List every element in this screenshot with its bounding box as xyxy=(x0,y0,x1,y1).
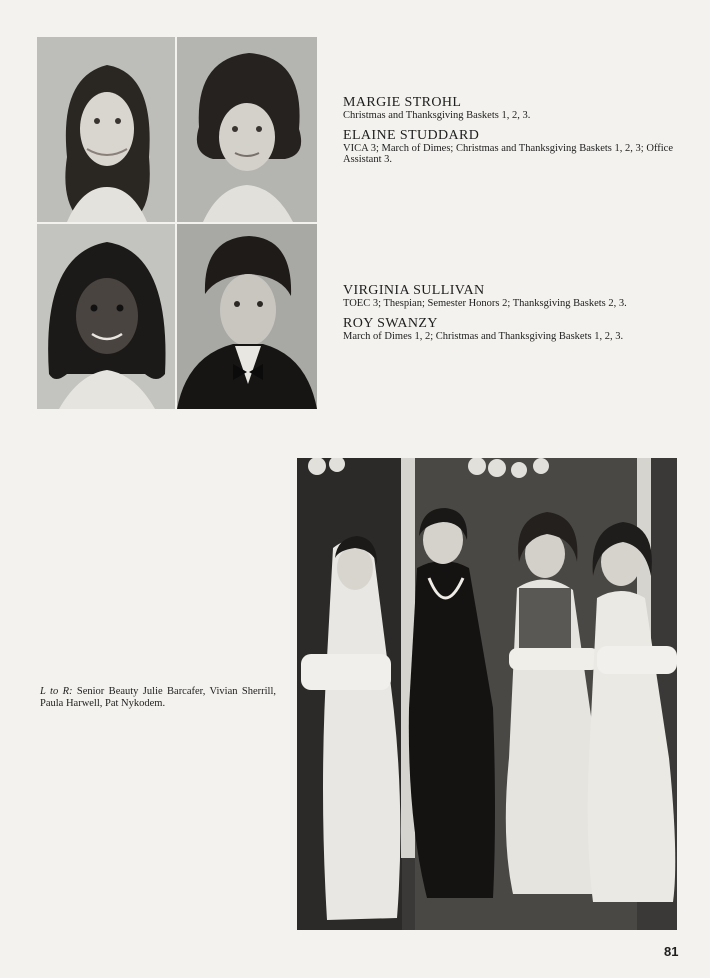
senior-name: MARGIE STROHL xyxy=(343,95,462,110)
portrait-margie-strohl xyxy=(37,37,175,222)
senior-activities: March of Dimes 1, 2; Christmas and Thanksgiving Baskets 1, 2, 3. xyxy=(343,330,624,342)
senior-entry-margie-strohl xyxy=(343,95,673,172)
caption-prefix: L to R: xyxy=(40,686,73,697)
senior-name: ELAINE STUDDARD xyxy=(343,127,480,143)
page-number: 81 xyxy=(664,944,679,959)
senior-activities: VICA 3; March of Dimes; Christmas and Thanksgiving Baskets 1, 2, 3; Office Assistant 3. xyxy=(343,142,673,165)
senior-entry-virginia-sullivan xyxy=(343,283,673,348)
group-photo-caption xyxy=(40,686,276,710)
group-photo-senior-beauty xyxy=(297,458,677,930)
senior-activities: Christmas and Thanksgiving Baskets 1, 2, 3. xyxy=(343,110,531,121)
portrait-elaine-studdard xyxy=(177,37,317,222)
caption-text: Senior Beauty Julie Barcafer, Vivian Sherrill, Paula Harwell, Pat Nykodem. xyxy=(40,686,277,709)
senior-activities: TOEC 3; Thespian; Semester Honors 2; Thanksgiving Baskets 2, 3. xyxy=(343,298,627,309)
senior-name: VIRGINIA SULLIVAN xyxy=(343,283,485,298)
senior-name: ROY SWANZY xyxy=(343,315,438,331)
portrait-virginia-sullivan xyxy=(37,224,175,409)
portrait-roy-swanzy xyxy=(177,224,317,409)
